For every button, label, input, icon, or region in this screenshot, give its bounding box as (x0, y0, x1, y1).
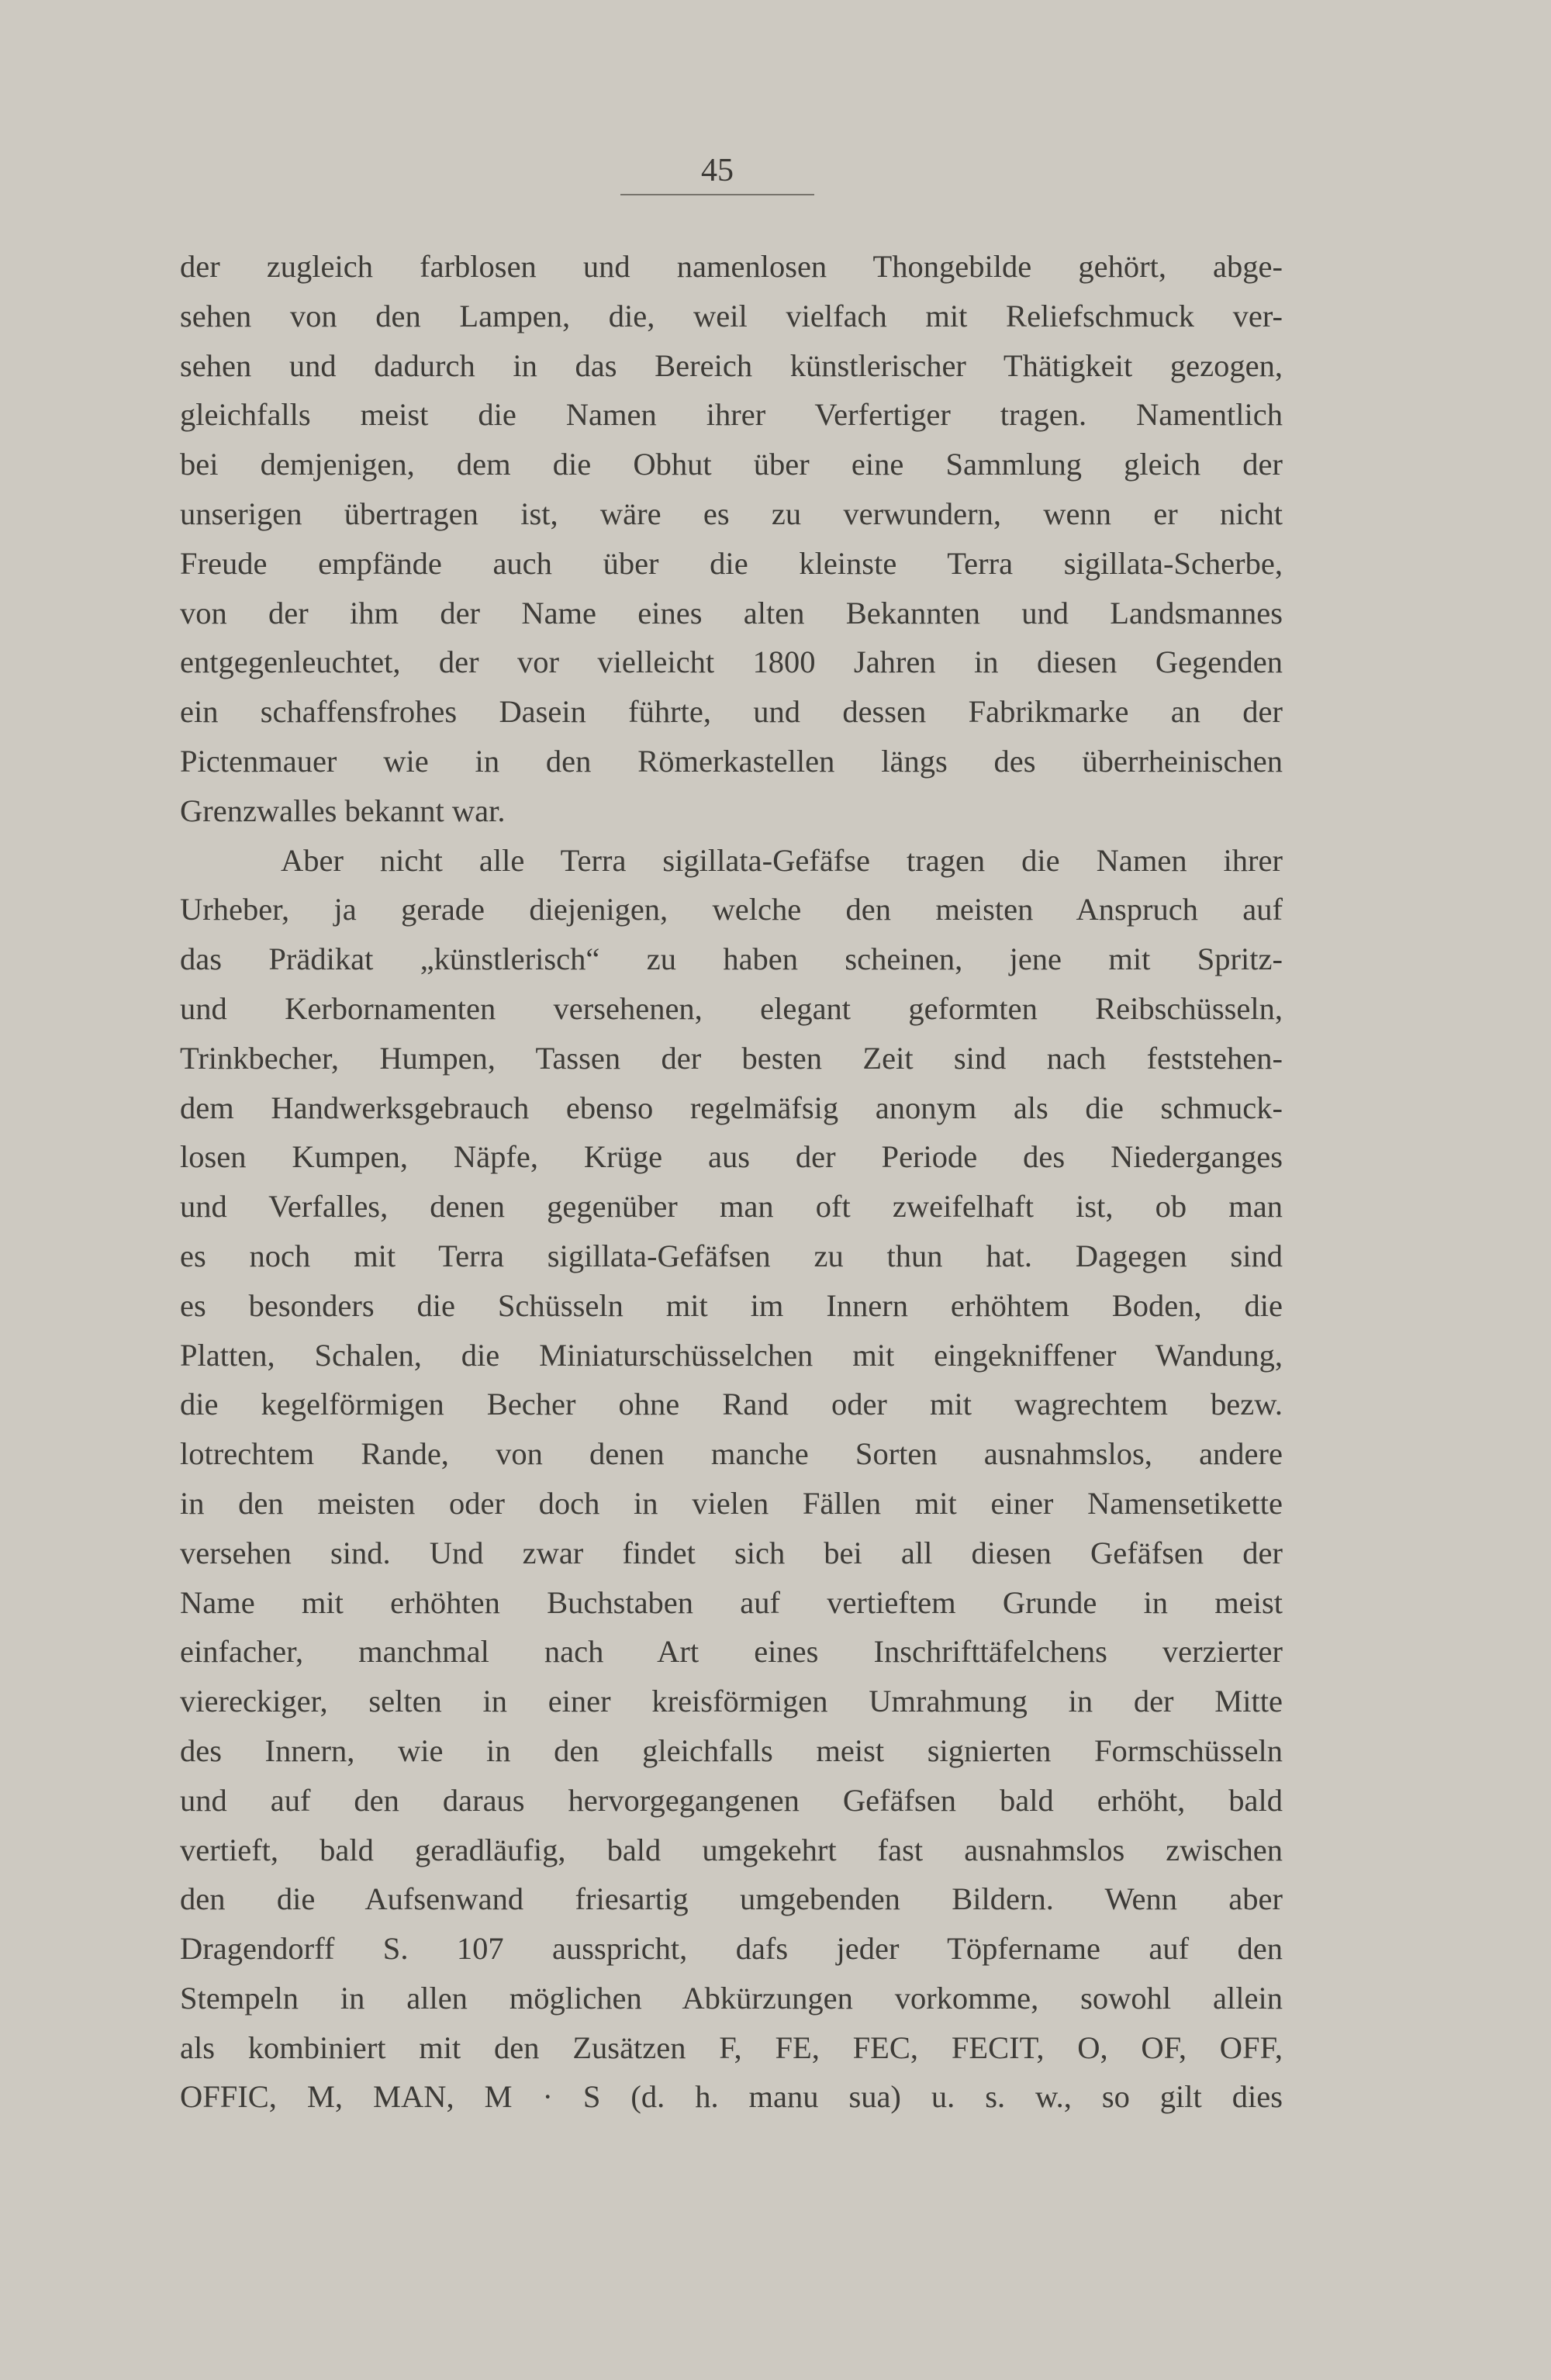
text-line-paragraph-end: Grenzwalles bekannt war. (180, 793, 506, 828)
text-line: das Prädikat „künstlerisch“ zu haben scheinen, jene mit Spritz- (180, 941, 1283, 977)
text-line: vertieft, bald geradläufig, bald umgekehrt fast ausnahmslos zwischen (180, 1832, 1283, 1867)
text-line: lotrechtem Rande, von denen manche Sorten ausnahmslos, andere (180, 1436, 1283, 1472)
text-line: sehen und dadurch in das Bereich künstlerischer Thätigkeit gezogen, (180, 347, 1283, 383)
text-line: versehen sind. Und zwar findet sich bei all diesen Gefäfsen der (180, 1535, 1283, 1570)
text-line: ein schaffensfrohes Dasein führte, und dessen Fabrikmarke an der (180, 694, 1283, 730)
text-line: die kegelförmigen Becher ohne Rand oder mit wagrechtem bezw. (180, 1387, 1283, 1422)
text-line: und auf den daraus hervorgegangenen Gefäfsen bald erhöht, bald (180, 1782, 1283, 1818)
page-number: 45 (701, 153, 734, 188)
text-line: bei demjenigen, dem die Obhut über eine Sammlung gleich der (180, 447, 1283, 482)
text-line: Freude empfände auch über die kleinste Terra sigillata-Scherbe, (180, 545, 1283, 581)
text-line: und Kerbornamenten versehenen, elegant geformten Reibschüsseln, (180, 990, 1283, 1026)
text-line: Stempeln in allen möglichen Abkürzungen vorkomme, sowohl allein (180, 1980, 1283, 2016)
text-line: der zugleich farblosen und namenlosen Thongebilde gehört, abge- (180, 249, 1283, 284)
text-line: OFFIC, M, MAN, M · S (d. h. manu sua) u. s. w., so gilt dies (180, 2079, 1283, 2115)
text-line: einfacher, manchmal nach Art eines Inschrifttäfelchens verzierter (180, 1634, 1283, 1670)
body-text (180, 242, 1283, 2122)
text-line: Platten, Schalen, die Miniaturschüsselchen mit eingekniffener Wandung, (180, 1337, 1283, 1373)
text-line: es noch mit Terra sigillata-Gefäfsen zu thun hat. Dagegen sind (180, 1238, 1283, 1273)
text-line: es besonders die Schüsseln mit im Innern erhöhtem Boden, die (180, 1287, 1283, 1323)
text-line: und Verfalles, denen gegenüber man oft zweifelhaft ist, ob man (180, 1189, 1283, 1225)
text-line: dem Handwerksgebrauch ebenso regelmäfsig anonym als die schmuck- (180, 1090, 1283, 1125)
text-line: entgegenleuchtet, der vor vielleicht 1800 Jahren in diesen Gegenden (180, 644, 1283, 680)
text-line: den die Aufsenwand friesartig umgebenden Bildern. Wenn aber (180, 1881, 1283, 1917)
text-line: losen Kumpen, Näpfe, Krüge aus der Periode des Niederganges (180, 1139, 1283, 1175)
text-line: viereckiger, selten in einer kreisförmigen Umrahmung in der Mitte (180, 1684, 1283, 1719)
text-line: sehen von den Lampen, die, weil vielfach mit Reliefschmuck ver- (180, 298, 1283, 333)
text-line: von der ihm der Name eines alten Bekannten und Landsmannes (180, 595, 1283, 630)
text-line: Pictenmauer wie in den Römerkastellen längs des überrheinischen (180, 743, 1283, 779)
text-line: als kombiniert mit den Zusätzen F, FE, FEC, FECIT, O, OF, OFF, (180, 2029, 1283, 2065)
text-line-paragraph-start: Aber nicht alle Terra sigillata-Gefäfse tragen die Namen ihrer (281, 842, 1283, 878)
text-line: Dragendorff S. 107 ausspricht, dafs jeder Töpfername auf den (180, 1931, 1283, 1967)
text-line: in den meisten oder doch in vielen Fällen mit einer Namensetikette (180, 1485, 1283, 1521)
header-rule (620, 194, 814, 195)
text-line: Name mit erhöhten Buchstaben auf vertieftem Grunde in meist (180, 1584, 1283, 1620)
text-line: Trinkbecher, Humpen, Tassen der besten Zeit sind nach feststehen- (180, 1040, 1283, 1076)
text-line: des Innern, wie in den gleichfalls meist signierten Formschüsseln (180, 1732, 1283, 1768)
text-line: gleichfalls meist die Namen ihrer Verfertiger tragen. Namentlich (180, 397, 1283, 433)
text-line: unserigen übertragen ist, wäre es zu verwundern, wenn er nicht (180, 496, 1283, 531)
text-line: Urheber, ja gerade diejenigen, welche den meisten Anspruch auf (180, 892, 1283, 927)
